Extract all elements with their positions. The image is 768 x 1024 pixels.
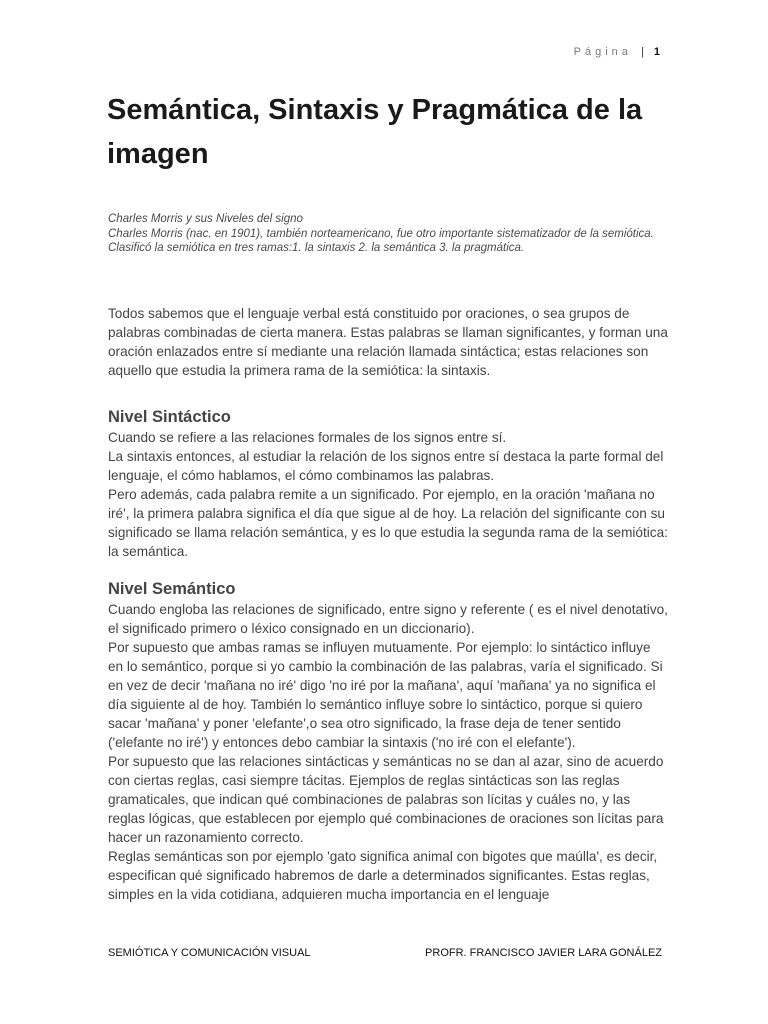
paragraph: Cuando se refiere a las relaciones formales de los signos entre sí. — [108, 430, 507, 445]
page-separator: | — [640, 46, 644, 58]
spacer — [108, 380, 668, 406]
intro-block — [108, 212, 668, 256]
intro-line-1: Charles Morris y sus Niveles del signo — [108, 213, 303, 225]
heading-nivel-sintactico: Nivel Sintáctico — [108, 408, 231, 426]
page-footer — [108, 947, 662, 959]
footer-course: SEMIÓTICA Y COMUNICACIÓN VISUAL — [108, 947, 311, 959]
page-header — [574, 46, 660, 58]
intro-line-2: Charles Morris (nac. en 1901), también norteamericano, fue otro importante sistematizador de la semiótica. Clasificó la semiótica en tres ramas:1. la sintaxis 2. la semántica 3. la pragmática. — [108, 227, 654, 254]
document-title: Semántica, Sintaxis y Pragmática de la imagen — [107, 94, 643, 170]
body-text — [108, 304, 668, 904]
paragraph: La sintaxis entonces, al estudiar la relación de los signos entre sí destaca la parte formal del lenguaje, el cómo hablamos, el cómo combinamos las palabras. — [108, 449, 664, 483]
page-number: 1 — [653, 46, 660, 58]
paragraph: Por supuesto que las relaciones sintácticas y semánticas no se dan al azar, sino de acuerdo con ciertas reglas, casi siempre tácitas. Ejemplos de reglas sintácticas son las reglas gramaticales, que indican qué combinaciones de palabras son lícitas y cuáles no, y las reglas lógicas, que establecen por ejemplo qué combinaciones de oraciones son lícitas para hacer un razonamiento correcto. — [108, 754, 664, 845]
paragraph: Por supuesto que ambas ramas se influyen mutuamente. Por ejemplo: lo sintáctico influye en lo semántico, porque si yo cambio la combinación de las palabras, varía el significado. Si en vez de decir 'mañana no iré' digo 'no iré por la mañana', aquí 'mañana' ya no significa el día siguiente al de hoy. También lo semántico influye sobre lo sintáctico, porque si quiero sacar 'mañana' y poner 'elefante',o sea otro significado, la frase deja de tener sentido ('elefante no iré') y entonces debo cambiar la sintaxis ('no iré con el elefante'). — [108, 640, 663, 750]
footer-author: PROFR. FRANCISCO JAVIER LARA GONÁLEZ — [425, 947, 662, 959]
paragraph: Pero además, cada palabra remite a un significado. Por ejemplo, en la oración 'mañana no iré', la primera palabra significa el día que sigue al de hoy. La relación del significante con su significado se llama relación semántica, y es lo que estudia la segunda rama de la semiótica: la semántica. — [108, 487, 668, 559]
paragraph: Reglas semánticas son por ejemplo 'gato significa animal con bigotes que maúlla', es decir, especifican qué significado habremos de darle a determinados significantes. Estas reglas, simples en la vida cotidiana, adquieren mucha importancia en el lenguaje — [108, 849, 658, 902]
spacer — [108, 561, 668, 578]
paragraph: Cuando engloba las relaciones de significado, entre signo y referente ( es el nivel denotativo, el significado primero o léxico consignado en un diccionario). — [108, 602, 668, 636]
page-label: Página — [573, 46, 632, 58]
paragraph-intro: Todos sabemos que el lenguaje verbal está constituido por oraciones, o sea grupos de palabras combinadas de cierta manera. Estas palabras se llaman significantes, y forman una oración enlazados entre sí mediante una relación llamada sintáctica; estas relaciones son aquello que estudia la primera rama de la semiótica: la sintaxis. — [108, 306, 668, 378]
heading-nivel-semantico: Nivel Semántico — [108, 580, 236, 598]
